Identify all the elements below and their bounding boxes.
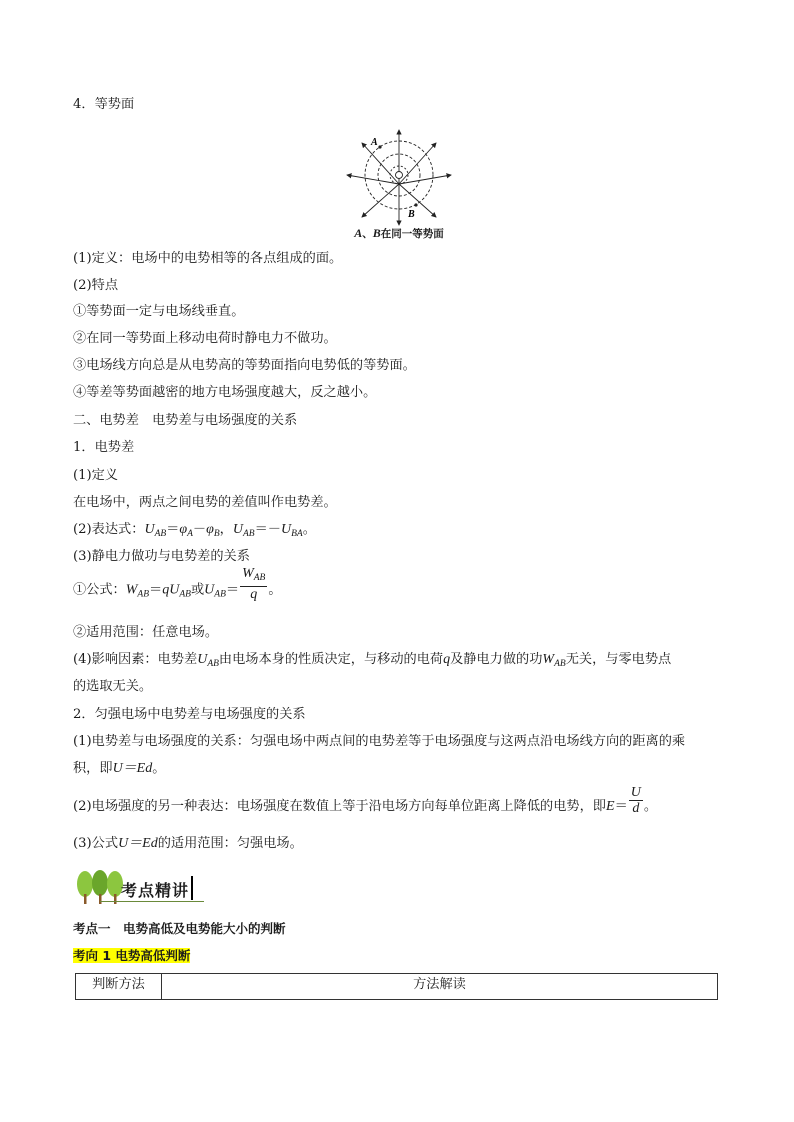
features-title: (2)特点 [73,278,119,293]
feature-4: ④等差等势面越密的地方电场强度越大，反之越小。 [73,385,377,400]
feature-3: ③电场线方向总是从电势高的等势面指向电势低的等势面。 [73,358,416,373]
field-fraction: $\frac{U}{d}$ [630,785,641,816]
point-b-dot [414,203,417,206]
point-a-dot [378,145,381,148]
field-line-left [347,175,399,184]
sub-2-title: 2．匀强电场中电势差与电场强度的关系 [73,707,306,722]
table-header-method: 判断方法 [76,974,162,999]
charge-center [396,172,403,179]
section-4-title: 4．等势面 [73,97,135,112]
field-line-lr [399,184,436,217]
relation-line-2: 积，即U＝Ed。 [73,761,166,776]
point-1-title: 考点一 电势高低及电势能大小的判断 [73,921,286,936]
part-2-title: 二、电势差 电势差与电场强度的关系 [73,413,298,428]
definition-line: (1)定义：电场中的电势相等的各点组成的面。 [73,251,343,266]
sub-1-title: 1．电势差 [73,440,135,455]
def-text: 在电场中，两点之间电势的差值叫作电势差。 [73,495,337,510]
factors-line-2: 的选取无关。 [73,679,153,694]
applicability-line: (3)公式U＝Ed的适用范围：匀强电场。 [73,836,303,851]
text-cursor [191,876,193,900]
feature-2: ②在同一等势面上移动电荷时静电力不做功。 [73,331,337,346]
work-title: (3)静电力做功与电势差的关系 [73,549,250,564]
relation-line-1: (1)电势差与电场强度的关系：匀强电场中两点间的电势差等于电场强度与这两点沿电场线方向的距离的乘 [73,734,686,749]
expression-line: (2)表达式：$U_{AB}=\varphi_A-\varphi_B$，$U_{AB}=-U_{BA}$。 [73,522,316,539]
banner-title: 考点精讲 [121,881,190,900]
work-fraction: $\frac{W_{AB}}{q}$ [242,566,266,602]
field-line-ul [362,143,399,184]
banner-underline [100,901,204,902]
figure-caption: A、B在同一等势面 [354,226,444,240]
method-table [75,973,718,1000]
def-title: (1)定义 [73,468,119,483]
table-header-interpretation: 方法解读 [413,977,466,992]
point-a-label: A [371,137,378,148]
direction-1-title: 考向 1 电势高低判断 [73,948,191,963]
formula-line: ①公式：$W_{AB}=qU_{AB}$或$U_{AB}=$ $\frac{W_{AB}}{q}$ 。 [73,566,282,602]
scope-line: ②适用范围：任意电场。 [73,625,219,640]
field-line-ur [399,143,436,184]
factors-line-1: (4)影响因素：电势差$U_{AB}$由电场本身的性质决定，与移动的电荷q及静电力做的功$W_{AB}$无关，与零电势点 [73,652,672,669]
point-b-label: B [408,209,415,220]
alt-expression-line: (2)电场强度的另一种表达：电场强度在数值上等于沿电场方向每单位距离上降低的电势，即E＝ $\frac{U}{d}$ 。 [73,785,658,816]
feature-1: ①等势面一定与电场线垂直。 [73,304,245,319]
